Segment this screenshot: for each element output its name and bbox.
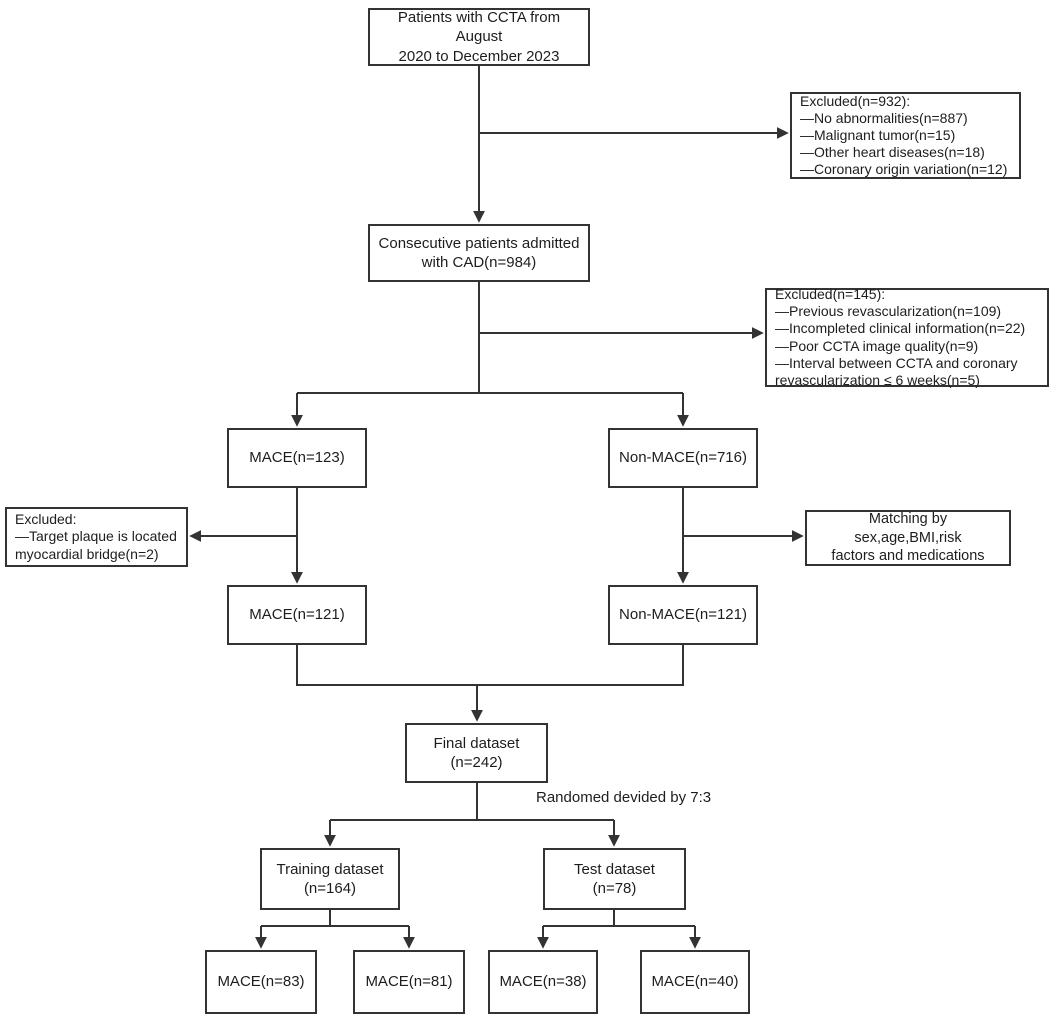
text-line: revascularization ≤ 6 weeks(n=5)	[775, 371, 980, 388]
text-line: —Other heart diseases(n=18)	[800, 144, 985, 161]
box-consecutive-cad	[368, 224, 590, 282]
box-mace-123	[227, 428, 367, 488]
box-mace-121	[227, 585, 367, 645]
text-line: with CAD(n=984)	[421, 254, 537, 271]
text-line: Training dataset	[276, 860, 384, 878]
text-line: Matching by sex,age,BMI,risk	[854, 511, 962, 546]
text-line: —Previous revascularization(n=109)	[775, 303, 1002, 320]
text-line: myocardial bridge(n=2)	[15, 545, 159, 562]
text-line: Consecutive patients admitted	[378, 234, 580, 252]
random-split-label: Randomed devided by 7:3	[536, 789, 712, 806]
box-training-dataset	[260, 848, 400, 910]
text-line: Test dataset	[574, 860, 655, 878]
text-line: MACE(n=121)	[249, 606, 345, 624]
text-line: (n=164)	[303, 880, 357, 897]
box-matching	[805, 510, 1011, 566]
text-line: 2020 to December 2023	[398, 47, 560, 65]
text-line: Excluded(n=932):	[800, 92, 911, 109]
text-line: (n=242)	[450, 754, 503, 771]
text-line: Patients with CCTA from August	[397, 9, 564, 46]
box-final-dataset	[405, 723, 548, 783]
text-line: MACE(n=40)	[651, 973, 739, 991]
text-line: MACE(n=83)	[217, 973, 305, 991]
text-line: —Poor CCTA image quality(n=9)	[775, 337, 979, 354]
text-line: —Coronary origin variation(n=12)	[800, 161, 1008, 178]
text-line: —Malignant tumor(n=15)	[800, 126, 956, 143]
box-non-mace-121	[608, 585, 758, 645]
text-line: Final dataset	[433, 734, 520, 752]
text-line: factors and medications	[831, 548, 985, 565]
text-line: —Interval between CCTA and coronary	[775, 354, 1018, 371]
text-line: (n=78)	[592, 880, 637, 897]
box-test-mace-40	[640, 950, 750, 1014]
text-line: Non-MACE(n=716)	[619, 449, 747, 467]
box-excluded-bridge	[5, 507, 188, 567]
box-excluded-145	[765, 288, 1049, 387]
text-line: —Incompleted clinical information(n=22)	[775, 320, 1026, 337]
connector-merge-bar	[297, 645, 683, 685]
box-non-mace-716	[608, 428, 758, 488]
text-line: Non-MACE(n=121)	[619, 606, 747, 624]
box-patients-ccta	[368, 8, 590, 66]
text-line: MACE(n=123)	[249, 449, 345, 467]
text-line: Excluded:	[15, 511, 77, 528]
text-line: MACE(n=38)	[499, 973, 587, 991]
box-train-mace-81	[353, 950, 465, 1014]
text-line: —No abnormalities(n=887)	[800, 109, 968, 126]
box-test-mace-38	[488, 950, 598, 1014]
box-excluded-932	[790, 92, 1021, 179]
box-train-mace-83	[205, 950, 317, 1014]
text-line: Excluded(n=145):	[775, 286, 886, 303]
text-line: MACE(n=81)	[365, 973, 453, 991]
box-test-dataset	[543, 848, 686, 910]
text-line: —Target plaque is located	[15, 528, 177, 545]
